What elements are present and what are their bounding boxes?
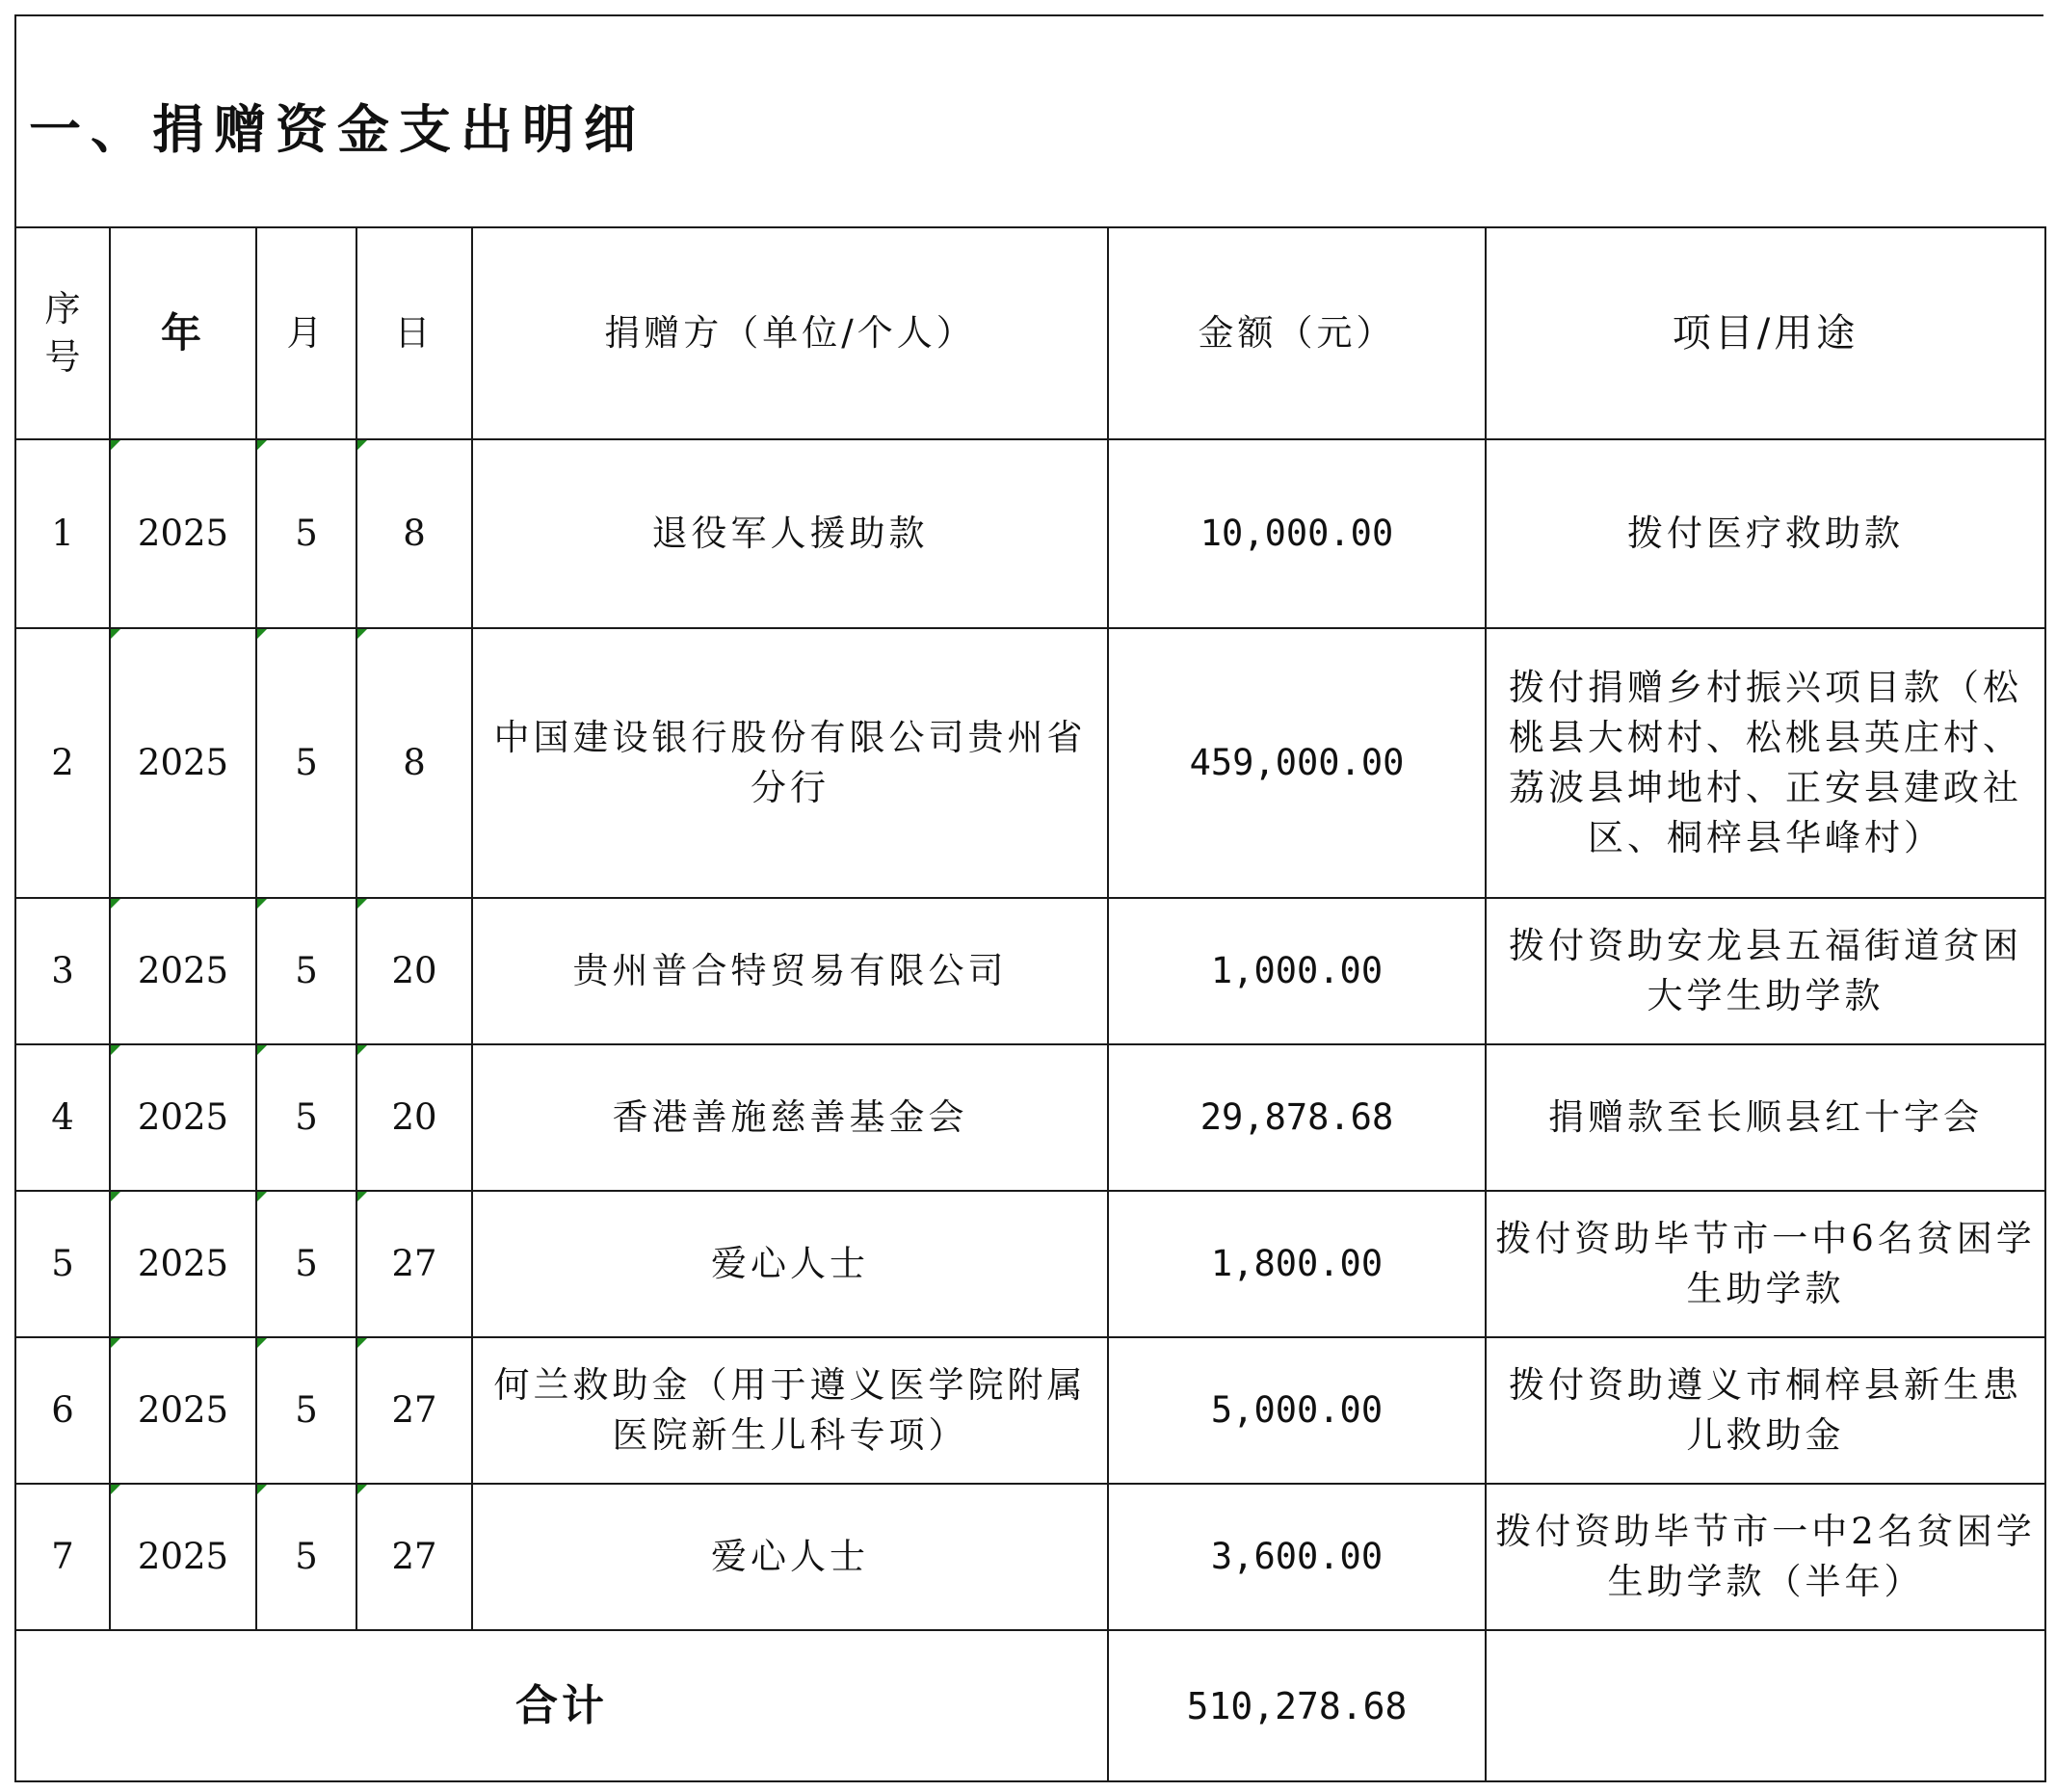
cell-month: 5 — [256, 1044, 356, 1191]
header-year: 年 — [110, 227, 256, 439]
cell-seq: 2 — [15, 628, 110, 898]
cell-year: 2025 — [110, 1337, 256, 1484]
section-title: 一、捐赠资金支出明细 — [29, 99, 646, 160]
green-marker — [357, 1338, 367, 1348]
green-marker — [111, 1338, 120, 1348]
green-marker — [357, 1192, 367, 1201]
table-row — [15, 1484, 2045, 1630]
cell-day: 20 — [356, 1044, 472, 1191]
table-row — [15, 1191, 2045, 1337]
cell-donor: 爱心人士 — [472, 1484, 1108, 1630]
table-row — [15, 439, 2045, 628]
cell-day: 20 — [356, 898, 472, 1044]
total-empty-cell — [1486, 1630, 2045, 1781]
green-marker — [257, 1338, 267, 1348]
green-marker — [111, 629, 120, 639]
cell-day: 27 — [356, 1337, 472, 1484]
header-day: 日 — [356, 227, 472, 439]
cell-year: 2025 — [110, 628, 256, 898]
cell-month: 5 — [256, 439, 356, 628]
header-seq: 序号 — [15, 227, 110, 439]
green-marker — [257, 1192, 267, 1201]
cell-year: 2025 — [110, 1484, 256, 1630]
green-marker — [257, 899, 267, 909]
table-row — [15, 1044, 2045, 1191]
green-marker — [357, 1045, 367, 1055]
green-marker — [111, 899, 120, 909]
cell-year: 2025 — [110, 1044, 256, 1191]
cell-amount: 5,000.00 — [1108, 1337, 1486, 1484]
green-marker — [111, 1192, 120, 1201]
cell-purpose: 拨付捐赠乡村振兴项目款（松桃县大树村、松桃县英庄村、荔波县坤地村、正安县建政社区、桐梓县华峰村） — [1486, 628, 2045, 898]
cell-seq: 4 — [15, 1044, 110, 1191]
green-marker — [111, 440, 120, 450]
cell-seq: 1 — [15, 439, 110, 628]
cell-month: 5 — [256, 1337, 356, 1484]
cell-seq: 6 — [15, 1337, 110, 1484]
cell-day: 8 — [356, 439, 472, 628]
total-label: 合计 — [15, 1630, 1108, 1781]
cell-purpose: 捐赠款至长顺县红十字会 — [1486, 1044, 2045, 1191]
cell-donor: 贵州普合特贸易有限公司 — [472, 898, 1108, 1044]
cell-year: 2025 — [110, 439, 256, 628]
cell-seq: 3 — [15, 898, 110, 1044]
cell-amount: 459,000.00 — [1108, 628, 1486, 898]
green-marker — [257, 629, 267, 639]
green-marker — [357, 629, 367, 639]
cell-day: 27 — [356, 1191, 472, 1337]
cell-amount: 1,000.00 — [1108, 898, 1486, 1044]
cell-day: 27 — [356, 1484, 472, 1630]
cell-day: 8 — [356, 628, 472, 898]
cell-donor: 中国建设银行股份有限公司贵州省分行 — [472, 628, 1108, 898]
green-marker — [111, 1045, 120, 1055]
total-row — [15, 1630, 2045, 1781]
cell-amount: 10,000.00 — [1108, 439, 1486, 628]
table-row — [15, 1337, 2045, 1484]
cell-month: 5 — [256, 1191, 356, 1337]
cell-donor: 爱心人士 — [472, 1191, 1108, 1337]
green-marker — [257, 440, 267, 450]
cell-amount: 3,600.00 — [1108, 1484, 1486, 1630]
cell-month: 5 — [256, 898, 356, 1044]
cell-purpose: 拨付资助安龙县五福街道贫困大学生助学款 — [1486, 898, 2045, 1044]
green-marker — [357, 440, 367, 450]
header-donor: 捐赠方（单位/个人） — [472, 227, 1108, 439]
cell-seq: 5 — [15, 1191, 110, 1337]
table-row — [15, 898, 2045, 1044]
cell-month: 5 — [256, 628, 356, 898]
cell-donor: 香港善施慈善基金会 — [472, 1044, 1108, 1191]
cell-donor: 退役军人援助款 — [472, 439, 1108, 628]
green-marker — [257, 1485, 267, 1494]
cell-month: 5 — [256, 1484, 356, 1630]
cell-purpose: 拨付资助毕节市一中2名贫困学生助学款（半年） — [1486, 1484, 2045, 1630]
header-purpose: 项目/用途 — [1486, 227, 2045, 439]
donation-expense-table — [14, 226, 2046, 1782]
cell-purpose: 拨付资助遵义市桐梓县新生患儿救助金 — [1486, 1337, 2045, 1484]
cell-donor: 何兰救助金（用于遵义医学院附属医院新生儿科专项） — [472, 1337, 1108, 1484]
header-row — [15, 227, 2045, 439]
green-marker — [357, 1485, 367, 1494]
table-row — [15, 628, 2045, 898]
total-amount: 510,278.68 — [1108, 1630, 1486, 1781]
green-marker — [357, 899, 367, 909]
cell-year: 2025 — [110, 898, 256, 1044]
header-amount: 金额（元） — [1108, 227, 1486, 439]
cell-seq: 7 — [15, 1484, 110, 1630]
cell-year: 2025 — [110, 1191, 256, 1337]
green-marker — [257, 1045, 267, 1055]
cell-amount: 1,800.00 — [1108, 1191, 1486, 1337]
cell-amount: 29,878.68 — [1108, 1044, 1486, 1191]
cell-purpose: 拨付资助毕节市一中6名贫困学生助学款 — [1486, 1191, 2045, 1337]
green-marker — [111, 1485, 120, 1494]
header-month: 月 — [256, 227, 356, 439]
cell-purpose: 拨付医疗救助款 — [1486, 439, 2045, 628]
